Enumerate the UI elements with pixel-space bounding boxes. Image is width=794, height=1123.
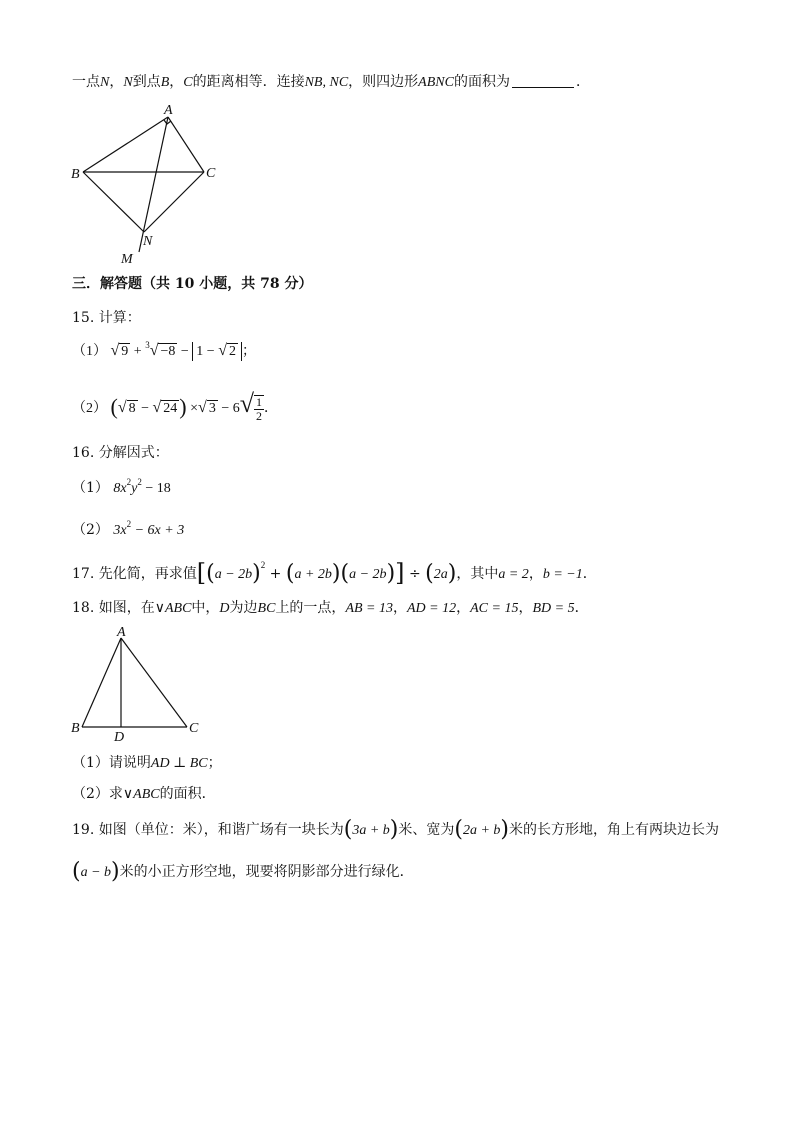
q18-ab: AB = 13 [345, 601, 393, 616]
label-c: C [206, 166, 216, 181]
q15-p1-sqrt2: 2 [228, 344, 236, 359]
q18-end: ． [574, 600, 589, 616]
q14-text-d: ，则四边形 [348, 74, 419, 90]
q18-p2-end: 的面积． [159, 786, 216, 802]
edge-bn [83, 172, 144, 232]
q16-p1-term-b: y [131, 481, 138, 496]
q18-num: 18. [72, 600, 95, 616]
q18-p2-text: 求 [108, 786, 123, 802]
q18-text-c: 为边 [229, 600, 258, 616]
q18-bd: BD = 5 [532, 601, 575, 616]
edge-ac [121, 638, 187, 727]
figure-triangle [66, 624, 216, 746]
q16-p1-term-a: 8x [113, 481, 127, 496]
q16-p1-exp-x: 2 [126, 477, 132, 487]
figure-quadrilateral [66, 100, 226, 270]
line-am [139, 117, 168, 252]
q18-p2-triangle: ∨ABC [122, 787, 160, 802]
q17-expr4: 2a [433, 567, 448, 582]
q14-sep1: ， [109, 74, 124, 90]
q15-p2-times: × [190, 401, 199, 416]
q18-ac: AC = 15 [470, 601, 519, 616]
q16-p1-exp-y: 2 [137, 477, 142, 487]
q15-p1-cbrt: −8 [160, 344, 176, 359]
q16-heading [72, 443, 169, 463]
q15-p1-abs: 1 − √ 2 [192, 342, 242, 361]
q19-text-d: 米的小正方形空地，现要将阴影部分进行绿化． [119, 864, 414, 880]
q18-triangle: ∨ABC [154, 601, 192, 616]
q19-line2: (a − b)米的小正方形空地，现要将阴影部分进行绿化． [72, 859, 414, 884]
q15-p1-abs-a: 1 − [196, 344, 215, 359]
edge-cn [144, 172, 204, 232]
label-m: M [121, 252, 133, 267]
q19-line1: 19. 如图（单位：米），和谐广场有一块长为(3a + b)米、宽为(2a + b)米的长方形地，角上有两块边长为 [72, 817, 719, 842]
q19-text-a: 如图（单位：米），和谐广场有一块长为 [98, 822, 344, 838]
q18-part1 [72, 753, 222, 774]
q15-p2-sqrt24: 24 [163, 401, 178, 416]
q18-text-d: 上的一点， [275, 600, 346, 616]
q17-num: 17. [72, 566, 95, 582]
q16-part1 [72, 478, 171, 499]
label-c: C [189, 721, 199, 736]
q15-part1: （1） √ 9 + $^3$√ −8 − 1 − √ 2 ； [72, 340, 256, 359]
q15-p1-sqrt9: 9 [121, 344, 129, 359]
q18-sep2: ， [456, 600, 471, 616]
q17-sep: ， [528, 566, 543, 582]
q19-text-c: 米的长方形地，角上有两块边长为 [509, 822, 719, 838]
label-a: A [117, 625, 126, 640]
q18-text-b: 中， [191, 600, 220, 616]
label-b: B [71, 167, 80, 182]
section-title: 三．解答题（共 10 小题，共 78 分） [72, 276, 313, 292]
q18-p1-label: （1） [72, 755, 109, 771]
q17-expr1: a − 2b [214, 567, 253, 582]
q15-p1-plus: + [133, 344, 142, 359]
q16-num: 16. [72, 445, 95, 461]
q18-p1-end: ； [207, 755, 222, 771]
q16-p2-label: （2） [72, 522, 109, 538]
label-n: N [143, 234, 153, 249]
q14-end: ． [575, 74, 590, 90]
q14-text-c: 的距离相等．连接 [192, 74, 305, 90]
q19-length: 3a + b [352, 823, 390, 838]
q19-num: 19. [72, 822, 95, 838]
q17-div: ÷ [408, 566, 421, 582]
q18-text [72, 598, 589, 619]
q18-d: D [219, 601, 230, 616]
q17-text-b: ，其中 [456, 566, 499, 582]
q16-p2-term-a: 3x [113, 523, 127, 538]
answer-blank [512, 73, 574, 88]
q18-part2 [72, 784, 216, 805]
edge-ab [82, 638, 121, 727]
q15-p1-label: （1） [72, 344, 107, 359]
q14-n2: N [123, 75, 133, 90]
q15-title: 计算： [98, 310, 141, 326]
q15-p1-minus: − [180, 344, 189, 359]
q17-text: 17. 先化简，再求值$[(a - 2b)^2 + (a + 2b)(a - 2b)] \div (2a)$，其中a = 2，b = −1． [72, 559, 597, 587]
q17-a-value: a = 2 [498, 567, 529, 582]
q14-c: C [183, 75, 193, 90]
q15-p2-num: 1 [256, 394, 262, 409]
q16-p2-term-b: − 6x + 3 [131, 523, 185, 538]
q15-p2-sqrt3: 3 [208, 401, 216, 416]
q16-p1-term-c: − 18 [141, 481, 171, 496]
edge-ac [168, 117, 204, 172]
q16-p2-exp: 2 [126, 519, 132, 529]
q17-expr3: a − 2b [349, 567, 387, 582]
q15-p2-end: ． [264, 401, 278, 416]
label-a: A [164, 103, 173, 118]
q16-part2 [72, 520, 184, 541]
q15-p2-minus6: − 6 [221, 401, 240, 416]
q17-expr2: a + 2b [294, 567, 332, 582]
q14-text-e: 的面积为 [453, 74, 510, 90]
q18-text-a: 如图，在 [98, 600, 155, 616]
q17-b-value: b = −1 [542, 567, 583, 582]
q18-p2-label: （2） [72, 786, 109, 802]
q18-bc: BC [257, 601, 276, 616]
q15-heading [72, 308, 141, 328]
q17-text-a: 先化简，再求值 [98, 566, 197, 582]
q14-nbnc: NB, NC [304, 75, 349, 90]
edge-ab [83, 117, 168, 172]
q14-text-a: 一点 [72, 74, 100, 90]
q15-p2-label: （2） [72, 401, 107, 416]
q14-abnc: ABNC [418, 75, 454, 90]
q15-p2-minus: − [141, 401, 150, 416]
q18-p1-text: 请说明 [108, 755, 151, 771]
q15-p2-den: 2 [256, 408, 262, 423]
q15-part2: （2） (√ 8 − √ 24) ×√ 3 − 6√ $\frac{1}{2}$ ． [72, 389, 278, 423]
q17-end: ． [582, 566, 597, 582]
q16-p1-label: （1） [72, 480, 109, 496]
label-b: B [71, 721, 80, 736]
q15-p1-cube-index: 3 [145, 340, 150, 350]
q14-n1: N [100, 75, 110, 90]
q18-ad: AD = 12 [407, 601, 457, 616]
q14-text [72, 72, 590, 93]
q16-title: 分解因式： [98, 445, 169, 461]
q15-num: 15. [72, 310, 95, 326]
q18-sep3: ， [518, 600, 533, 616]
q15-p2-sqrt8: 8 [128, 401, 136, 416]
q14-text-b: 到点 [132, 74, 161, 90]
q19-side: a − b [80, 865, 112, 880]
q19-text-b: 米、宽为 [398, 822, 455, 838]
q15-p1-end: ； [241, 344, 256, 359]
q19-width: 2a + b [462, 823, 501, 838]
q14-sep2: ， [169, 74, 184, 90]
q18-sep1: ， [393, 600, 407, 616]
q18-p1-expr: AD ⊥ BC [150, 756, 208, 771]
q15-p2-fraction [254, 395, 264, 423]
q14-b: B [160, 75, 170, 90]
label-d: D [114, 730, 125, 745]
